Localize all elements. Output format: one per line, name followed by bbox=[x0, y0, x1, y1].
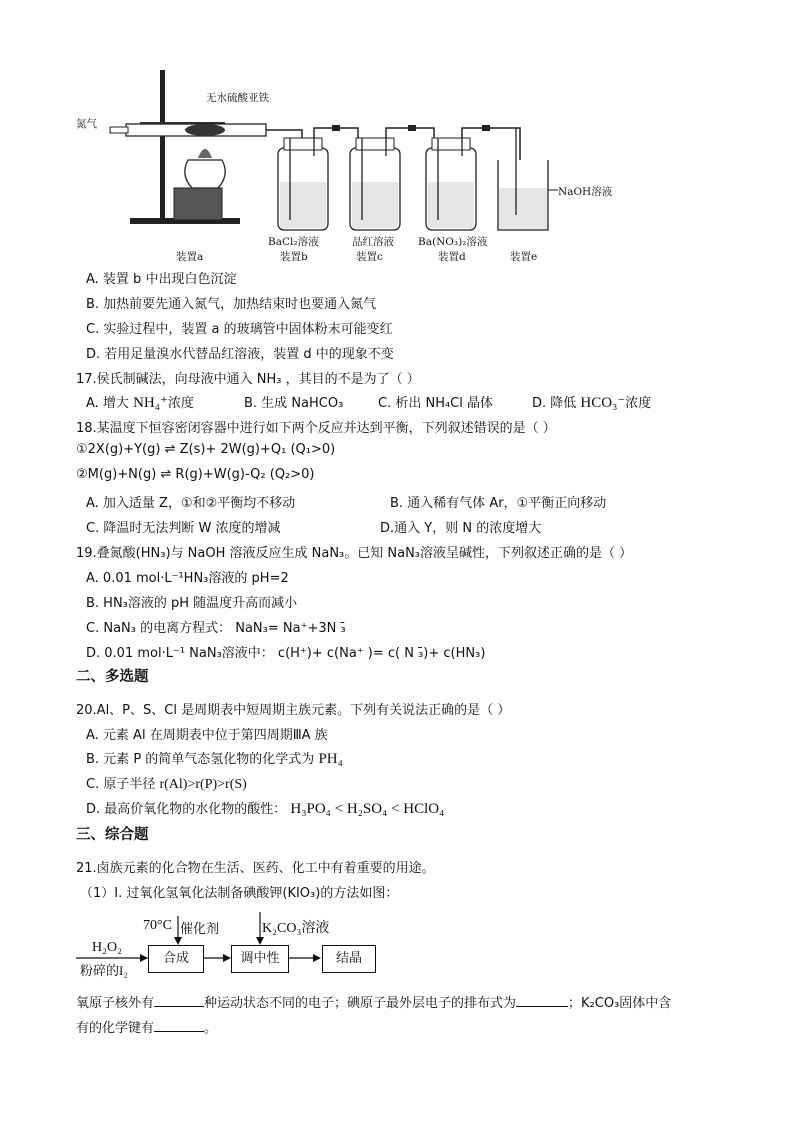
q19-option-a: A. 0.01 mol·L⁻¹HN₃溶液的 pH=2 bbox=[86, 571, 289, 586]
beaker-e bbox=[498, 128, 558, 230]
q17-option-d: D. 降低 HCO₃⁻浓度 bbox=[532, 395, 652, 411]
q19-option-c: C. NaN₃ 的电离方程式： NaN₃= Na⁺+3N ₃̄ bbox=[86, 621, 346, 636]
q20-option-a: A. 元素 Al 在周期表中位于第四周期ⅢA 族 bbox=[86, 728, 328, 743]
label-a: 装置a bbox=[176, 251, 204, 263]
q18-reaction-1: ①2X(g)+Y(g) ⇌ Z(s)+ 2W(g)+Q₁ (Q₁>0) bbox=[76, 442, 336, 457]
q19-option-b: B. HN₃溶液的 pH 随温度升高而减小 bbox=[86, 596, 298, 611]
flow-step-neutralize: 调中性 bbox=[231, 945, 289, 973]
q20-stem: 20.Al、P、S、Cl 是周期表中短周期主族元素。下列有关说法正确的是（ ） bbox=[76, 703, 511, 718]
q21-fill-line-2: 有的化学键有 。 bbox=[76, 1021, 218, 1036]
stand-rod bbox=[160, 70, 165, 220]
q17-option-b: B. 生成 NaHCO₃ bbox=[244, 396, 344, 411]
label-d: 装置d bbox=[438, 251, 466, 263]
alcohol-lamp bbox=[185, 160, 225, 188]
wood-block bbox=[174, 188, 222, 220]
q16-option-d: D. 若用足量溴水代替品红溶液，装置 d 中的现象不变 bbox=[86, 347, 394, 362]
bottle-b bbox=[278, 138, 328, 230]
answer-blank-2[interactable] bbox=[516, 995, 568, 1007]
q17-stem: 17.侯氏制碱法，向母液中通入 NH₃ ，其目的不是为了（ ） bbox=[76, 372, 420, 387]
q19-stem: 19.叠氮酸(HN₃)与 NaOH 溶液反应生成 NaN₃。已知 NaN₃溶液呈碱性，下列叙述正确的是（ ） bbox=[76, 546, 633, 561]
q21-part1: （1）I. 过氧化氢氧化法制备碘酸钾(KIO₃)的方法如图： bbox=[80, 886, 399, 901]
bottle-c bbox=[350, 138, 400, 230]
q16-option-a: A. 装置 b 中出现白色沉淀 bbox=[86, 272, 237, 287]
q20-option-d: D. 最高价氧化物的水化物的酸性： H₃PO₄ < H₂SO₄ < HClO₄ bbox=[86, 801, 445, 817]
naoh-label: NaOH溶液 bbox=[558, 186, 613, 198]
flow-input-top: H₂O₂ bbox=[92, 940, 122, 955]
tube-content-label: 无水硫酸亚铁 bbox=[206, 92, 269, 104]
q20-option-c: C. 原子半径 r(Al)>r(P)>r(S) bbox=[86, 777, 247, 792]
q21-fill-line-1: 氧原子核外有 种运动状态不同的电子；碘原子最外层电子的排布式为 ；K₂CO₃固体中含 bbox=[76, 996, 672, 1011]
q16-option-c: C. 实验过程中，装置 a 的玻璃管中固体粉末可能变红 bbox=[86, 322, 393, 337]
q21-stem: 21.卤族元素的化合物在生活、医药、化工中有着重要的用途。 bbox=[76, 861, 435, 876]
flow-step-crystallize: 结晶 bbox=[322, 945, 376, 973]
tube-inlet bbox=[110, 127, 128, 133]
flow-input-bottom: 粉碎的I₂ bbox=[80, 963, 128, 978]
q18-reaction-2: ②M(g)+N(g) ⇌ R(g)+W(g)-Q₂ (Q₂>0) bbox=[76, 467, 315, 482]
label-e: 装置e bbox=[510, 251, 538, 263]
q20-option-b: B. 元素 P 的简单气态氢化物的化学式为 PH₄ bbox=[86, 751, 343, 767]
label-b: 装置b bbox=[280, 251, 308, 263]
bottle-d bbox=[426, 138, 476, 230]
section-3-title: 三、综合题 bbox=[76, 827, 149, 843]
q17-option-c: C. 析出 NH₄Cl 晶体 bbox=[378, 396, 494, 411]
gas-in-label: 氮气 bbox=[76, 118, 97, 130]
tube-powder bbox=[185, 124, 225, 136]
flow-k2co3: K₂CO₃溶液 bbox=[262, 921, 330, 936]
q16-option-b: B. 加热前要先通入氮气，加热结束时也要通入氮气 bbox=[86, 297, 377, 312]
label-c: 装置c bbox=[356, 251, 383, 263]
bottle-d-solution: Ba(NO₃)₂溶液 bbox=[418, 236, 488, 248]
answer-blank-1[interactable] bbox=[154, 995, 204, 1007]
q18-option-d: D.通入 Y，则 N 的浓度增大 bbox=[380, 521, 542, 536]
q19-option-d: D. 0.01 mol·L⁻¹ NaN₃溶液中： c(H⁺)+ c(Na⁺ )= c( N ₃̄)+ c(HN₃) bbox=[86, 646, 486, 661]
apparatus-figure bbox=[70, 70, 630, 270]
q18-stem: 18.某温度下恒容密闭容器中进行如下两个反应并达到平衡，下列叙述错误的是（ ） bbox=[76, 421, 556, 436]
flow-catalyst: 催化剂 bbox=[180, 922, 220, 937]
section-2-title: 二、多选题 bbox=[76, 669, 149, 685]
q18-option-c: C. 降温时无法判断 W 浓度的增减 bbox=[86, 521, 281, 536]
flame bbox=[198, 149, 212, 158]
flow-step-synthesis: 合成 bbox=[148, 945, 204, 973]
q18-option-a: A. 加入适量 Z，①和②平衡均不移动 bbox=[86, 496, 296, 511]
bottle-b-solution: BaCl₂溶液 bbox=[268, 236, 319, 248]
flow-condition: 70°C bbox=[143, 918, 172, 933]
q17-option-a: A. 增大 NH₄⁺浓度 bbox=[86, 395, 194, 411]
bottle-c-solution: 品红溶液 bbox=[352, 236, 394, 248]
answer-blank-3[interactable] bbox=[154, 1020, 204, 1032]
q18-option-b: B. 通入稀有气体 Ar，①平衡正向移动 bbox=[390, 496, 607, 511]
